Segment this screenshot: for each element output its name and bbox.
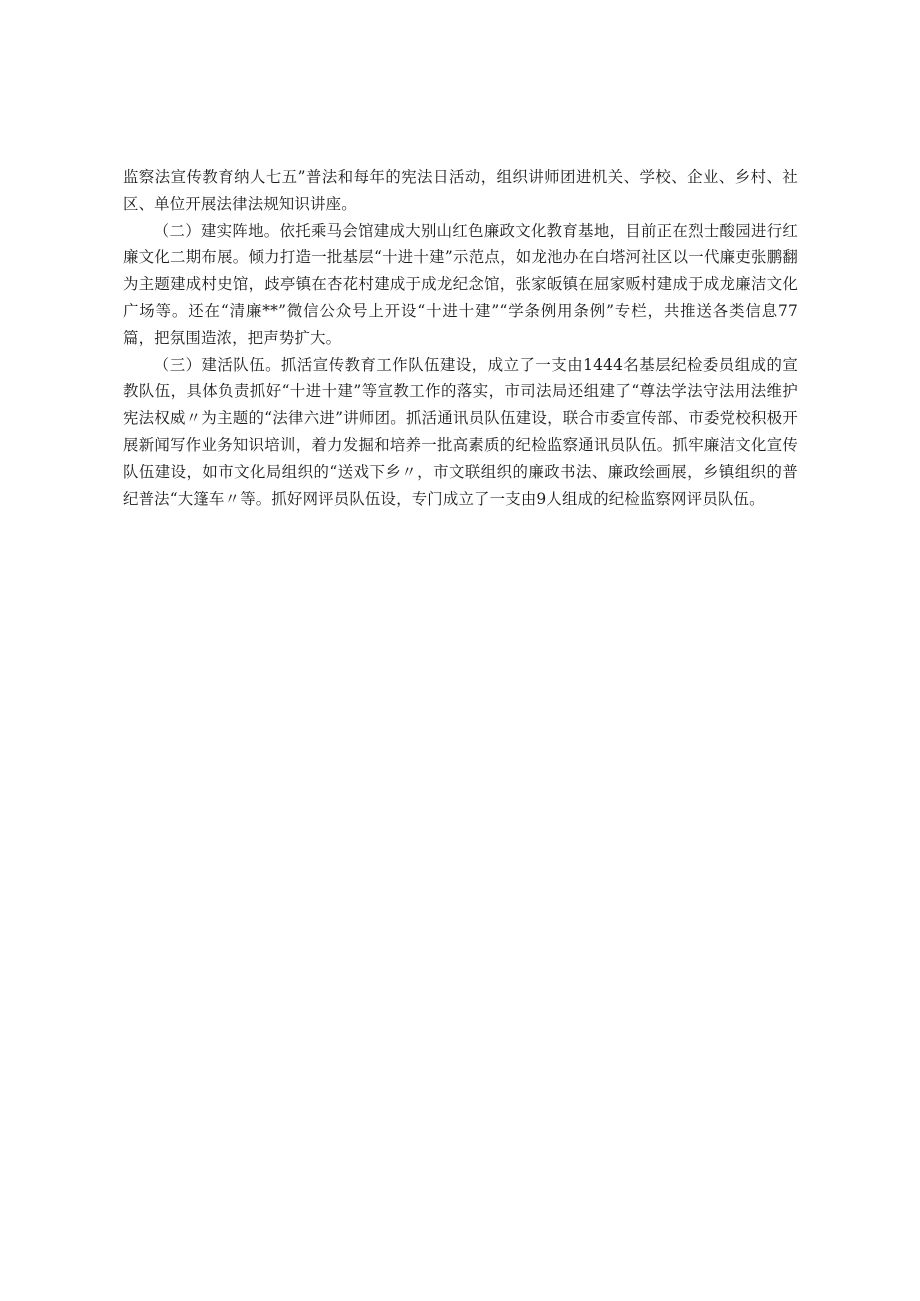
document-body bbox=[123, 164, 798, 512]
paragraph-section-2: （二）建实阵地。依托乘马会馆建成大别山红色廉政文化教育基地，目前正在烈士酸园进行红廉文化二期布展。倾力打造一批基层“十进十建”示范点，如龙池办在白塔河社区以一代廉吏张鹏翻为主题建成村史馆，歧亭镇在杏花村建成于成龙纪念馆，张家皈镇在屈家贩村建成于成龙廉洁文化广场等。还在“清廉**”微信公众号上开设“十进十建”“学条例用条例”专栏，共推送各类信息77篇，把氛围造浓，把声势扩大。 bbox=[123, 221, 798, 347]
paragraph-section-3: （三）建活队伍。抓活宣传教育工作队伍建设，成立了一支由1444名基层纪检委员组成的宣教队伍，具体负责抓好“十进十建”等宣教工作的落实，市司法局还组建了“尊法学法守法用法维护宪法权威〃为主题的“法律六进”讲师团。抓活通讯员队伍建设，联合市委宣传部、市委党校积极开展新闻写作业务知识培训，着力发掘和培养一批高素质的纪检监察通讯员队伍。抓牢廉洁文化宣传队伍建设，如市文化局组织的“送戏下乡〃，市文联组织的廉政书法、廉政绘画展，乡镇组织的普纪普法“大篷车〃等。抓好网评员队伍设，专门成立了一支由9人组成的纪检监察网评员队伍。 bbox=[123, 355, 798, 508]
paragraph-continuation: 监察法宣传教育纳人七五”普法和每年的宪法日活动，组织讲师团进机关、学校、企业、乡村、社区、单位开展法律法规知识讲座。 bbox=[123, 168, 798, 213]
